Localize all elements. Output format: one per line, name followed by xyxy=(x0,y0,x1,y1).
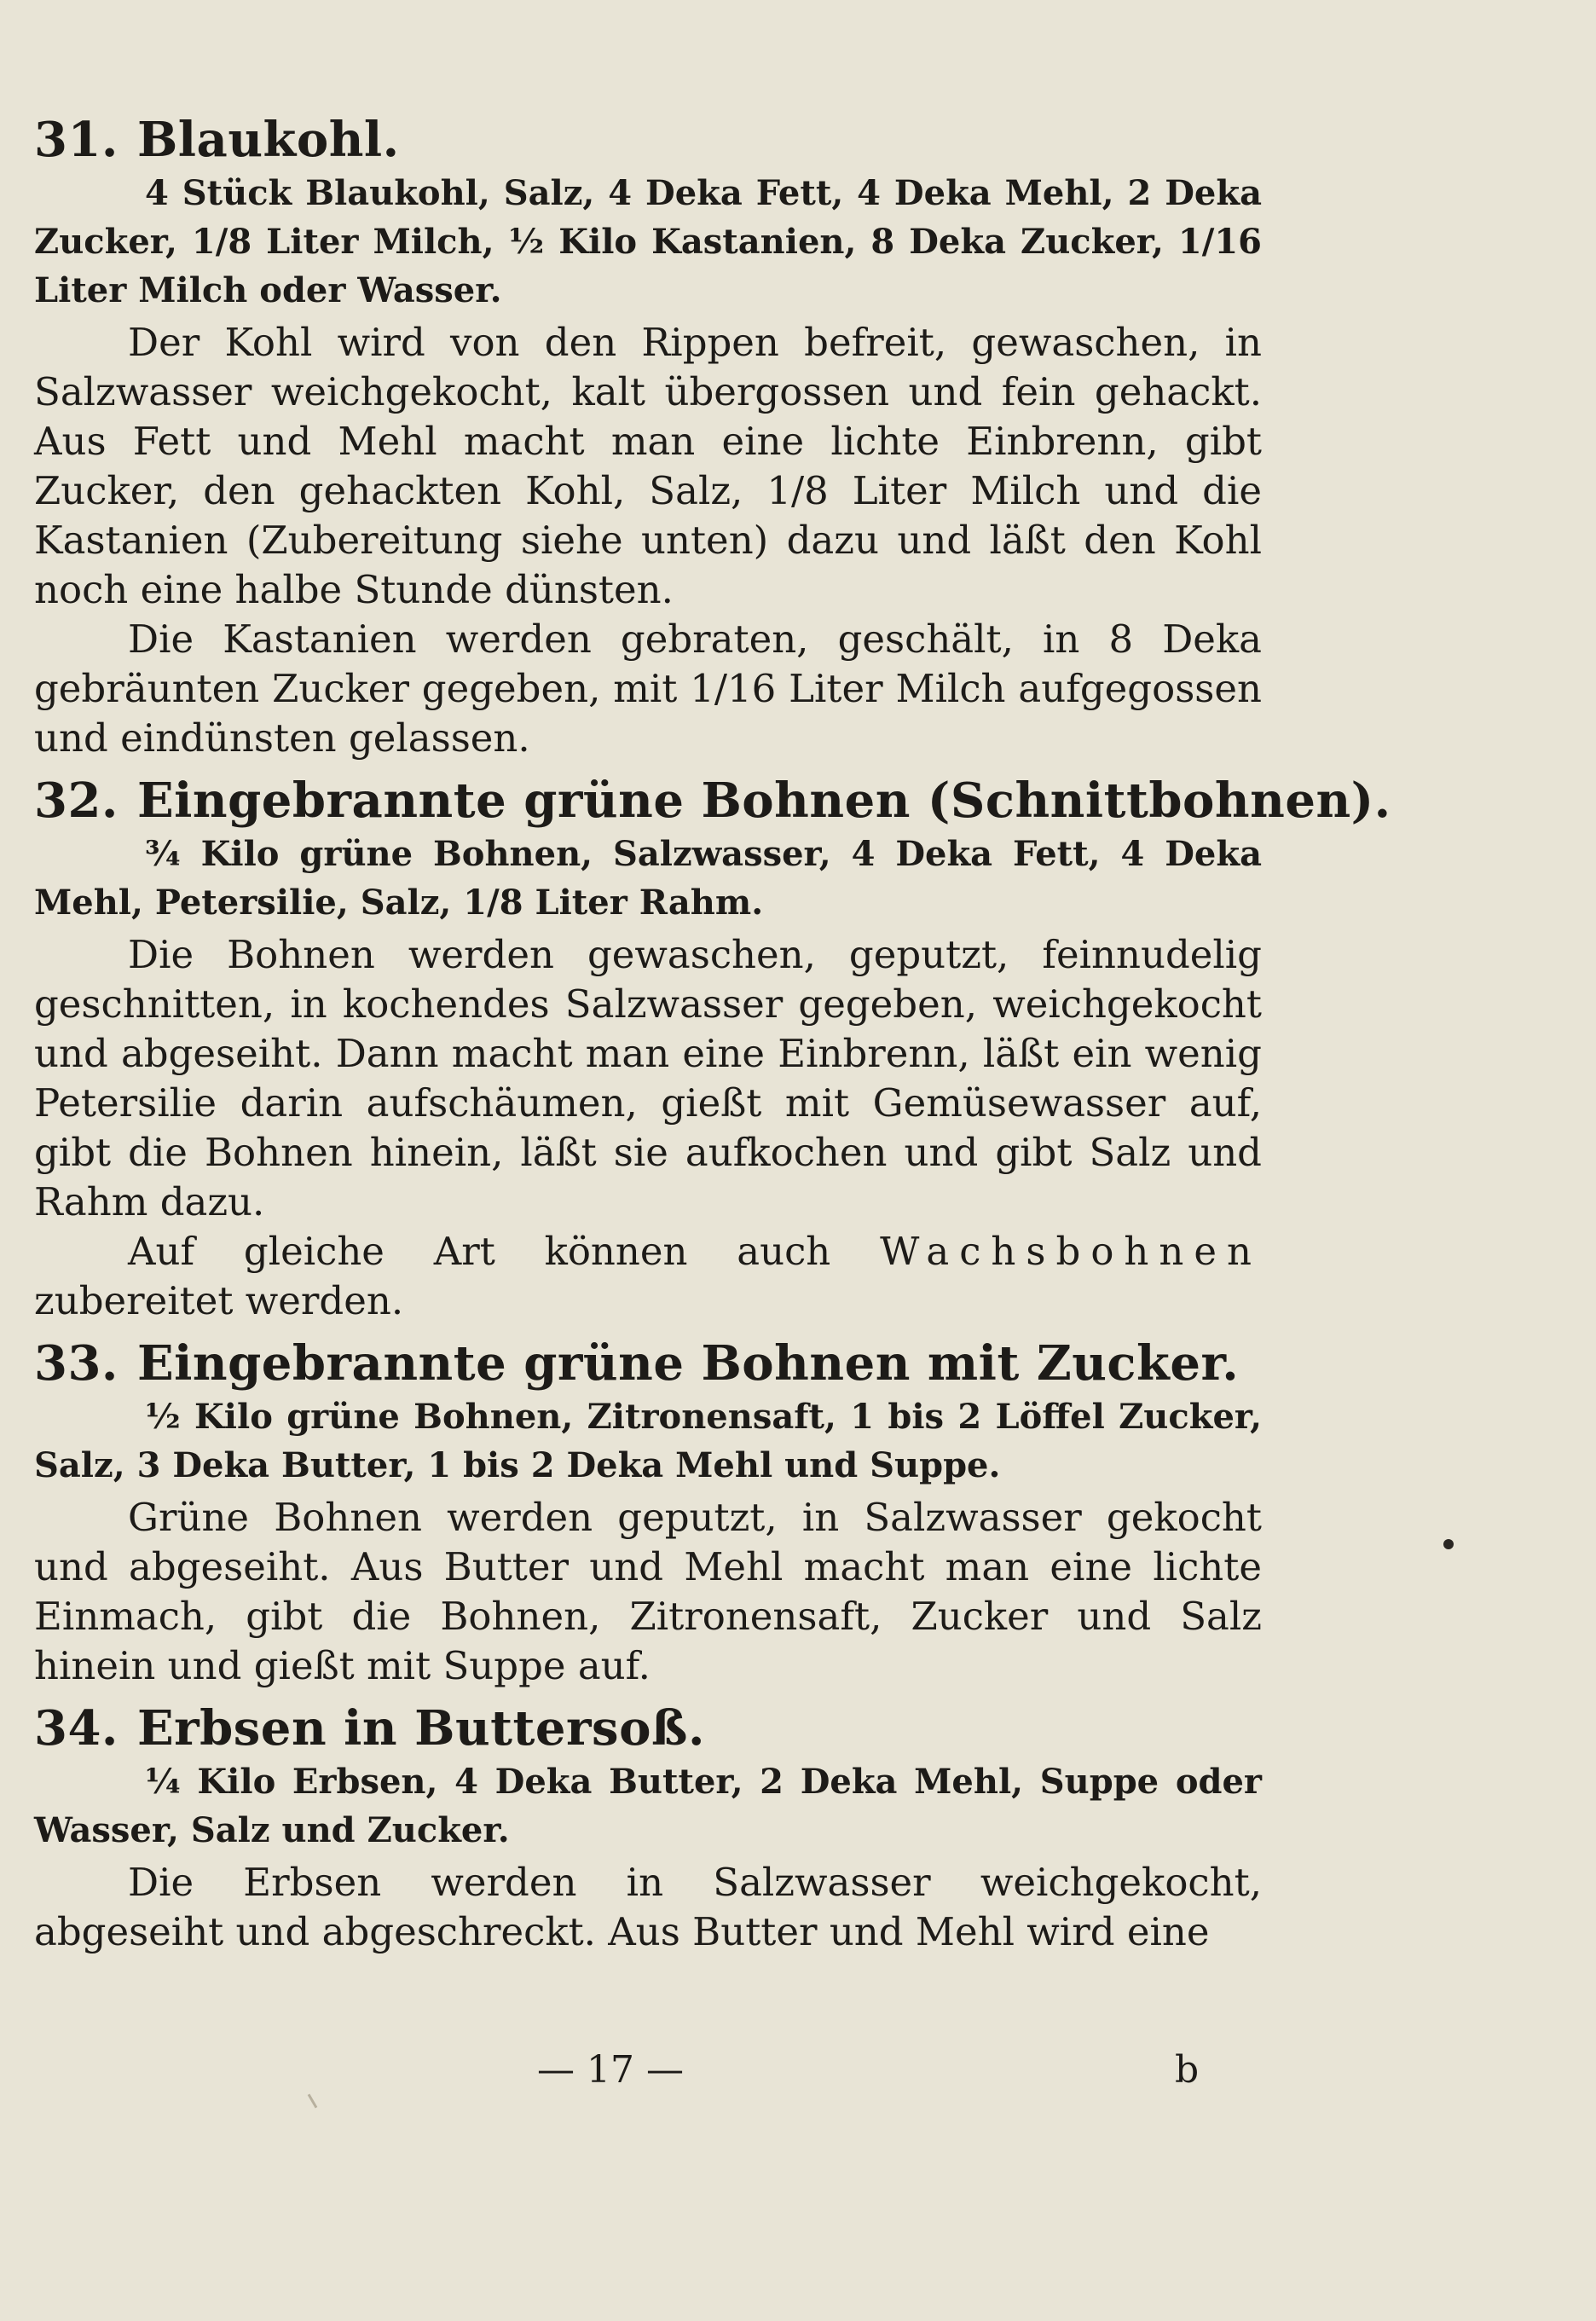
ink-speck xyxy=(1443,1539,1454,1549)
recipe-33 xyxy=(34,1334,1262,1691)
recipe-heading xyxy=(34,111,1262,169)
recipe-paragraph: Die Bohnen werden gewaschen, geputzt, feinnudelig geschnitten, in kochendes Salzwasser gegeben, weichgekocht und abgeseiht. Dann macht man eine Einbrenn, läßt ein wenig Petersilie darin aufschäumen, gießt mit Gemüsewasser auf, gibt die Bohnen hinein, läßt sie aufkochen und gibt Salz und Rahm dazu. xyxy=(34,932,1262,1224)
recipe-34 xyxy=(34,1699,1262,1957)
recipe-number: 34. xyxy=(34,1700,119,1757)
recipe-note xyxy=(34,1227,1262,1326)
recipe-heading xyxy=(34,1699,1262,1757)
recipe-ingredients: ¼ Kilo Erbsen, 4 Deka Butter, 2 Deka Mehl, Suppe oder Wasser, Salz und Zucker. xyxy=(34,1762,1262,1850)
note-emphasis: Wachsbohnen xyxy=(880,1229,1262,1274)
recipe-paragraph: Der Kohl wird von den Rippen befreit, gewaschen, in Salzwasser weichgekocht, kalt übergossen und fein gehackt. Aus Fett und Mehl macht man eine lichte Einbrenn, gibt Zucker, den gehackten Kohl, Salz, 1/8 Liter Milch und die Kastanien (Zubereitung siehe unten) dazu und läßt den Kohl noch eine halbe Stunde dünsten. xyxy=(34,320,1262,612)
recipe-32 xyxy=(34,772,1391,1326)
recipe-number: 31. xyxy=(34,112,119,168)
recipe-title: Eingebrannte grüne Bohnen mit Zucker. xyxy=(136,1335,1240,1392)
note-text: zubereitet werden. xyxy=(34,1278,404,1323)
page-body xyxy=(34,111,1391,1957)
page-footer xyxy=(0,2045,1596,2104)
recipe-ingredients: 4 Stück Blaukohl, Salz, 4 Deka Fett, 4 Deka Mehl, 2 Deka Zucker, 1/8 Liter Milch, ½ Kilo Kastanien, 8 Deka Zucker, 1/16 Liter Milch oder Wasser. xyxy=(34,173,1262,310)
signature-mark: b xyxy=(1175,2048,1200,2092)
recipe-heading xyxy=(34,1334,1262,1392)
recipe-paragraph: Die Kastanien werden gebraten, geschält, in 8 Deka gebräunten Zucker gegeben, mit 1/16 Liter Milch aufgegossen und eindünsten gelassen. xyxy=(34,616,1262,761)
recipe-number: 33. xyxy=(34,1335,119,1392)
page-number: — 17 — xyxy=(537,2048,684,2092)
recipe-title: Erbsen in Buttersoß. xyxy=(136,1700,705,1757)
recipe-title: Eingebrannte grüne Bohnen (Schnittbohnen). xyxy=(136,773,1391,829)
recipe-number: 32. xyxy=(34,773,119,829)
recipe-heading xyxy=(34,772,1391,830)
recipe-31 xyxy=(34,111,1262,763)
recipe-paragraph: Die Erbsen werden in Salzwasser weichgekocht, abgeseiht und abgeschreckt. Aus Butter und Mehl wird eine xyxy=(34,1860,1262,1954)
recipe-ingredients: ¾ Kilo grüne Bohnen, Salzwasser, 4 Deka Fett, 4 Deka Mehl, Petersilie, Salz, 1/8 Liter Rahm. xyxy=(34,834,1262,923)
note-text: Auf gleiche Art können auch xyxy=(128,1229,831,1274)
recipe-title: Blaukohl. xyxy=(136,112,400,168)
recipe-paragraph: Grüne Bohnen werden geputzt, in Salzwasser gekocht und abgeseiht. Aus Butter und Mehl macht man eine lichte Einmach, gibt die Bohnen, Zitronensaft, Zucker und Salz hinein und gießt mit Suppe auf. xyxy=(34,1495,1262,1688)
recipe-ingredients: ½ Kilo grüne Bohnen, Zitronensaft, 1 bis 2 Löffel Zucker, Salz, 3 Deka Butter, 1 bis 2 Deka Mehl und Suppe. xyxy=(34,1397,1262,1485)
